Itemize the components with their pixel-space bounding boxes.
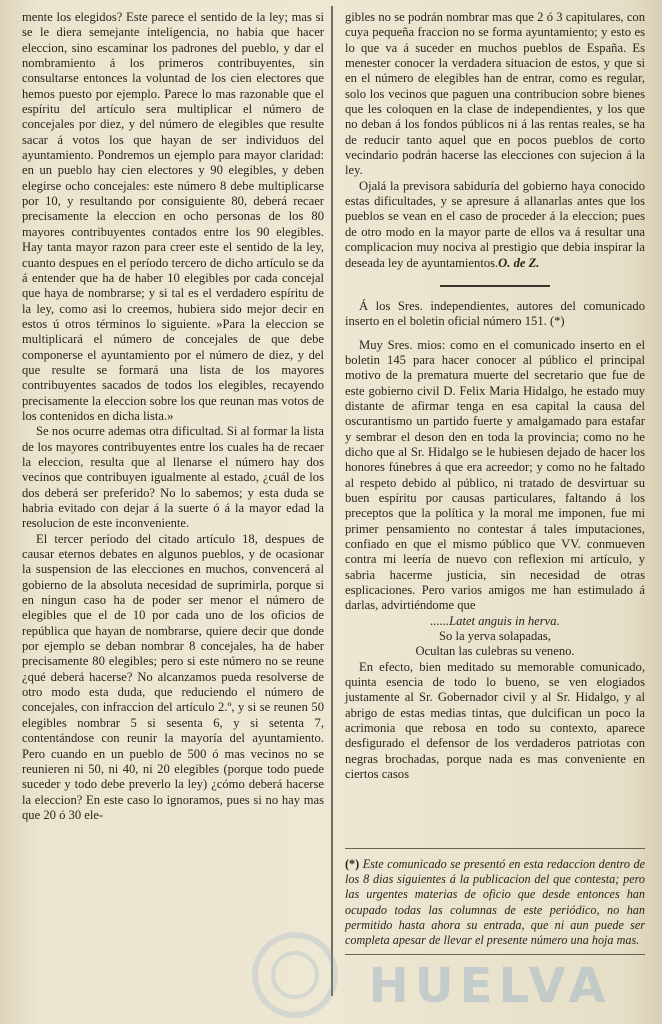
right-column: [345, 10, 645, 783]
column-divider: [331, 6, 333, 996]
verse-line-3: Ocultan las culebras su veneno.: [415, 644, 575, 659]
closing-text: Ojalá la previsora sabiduría del gobierno haya conocido estas dificultades, y se apresure á allanarlas antes que los pueblos se vean en el caso de proceder á la eleccion; pues de otro modo en la mayor parte de ellos va á resultar una complicacion muy nociva al prestigio que debia inspirar la deseada ley de ayuntamientos.: [345, 178, 645, 270]
footnote: [345, 848, 645, 955]
verse-line-1: ......Latet anguis in herva.: [430, 613, 560, 628]
right-closing-paragraph: [345, 179, 645, 271]
right-continuation: gibles no se podrán nombrar mas que 2 ó 3 capitulares, con cuya pequeña fraccion no se forma ayuntamiento; y esto es lo que va á suceder en muchos pueblos de España. Es menester conocer la verdadera situacion de estos, y que si en el número de elegibles han de entrar, como es regular, solo los vecinos que paguen una contribucion sobre bienes que les coloquen en la clase de independientes, y los que no deban á los fondos públicos ni á las rentas reales, se ha de reducir tanto aquel que en pocos pueblos de corto vecindario podrán hacerse las elecciones con sujecion á la ley.: [345, 10, 645, 178]
footnote-mark: (*): [345, 857, 360, 871]
verse-line-2: So la yerva solapadas,: [439, 629, 551, 644]
watermark-emblem-icon: [250, 930, 340, 1020]
footnote-text: Este comunicado se presentó en esta redaccion dentro de los 8 dias siguientes á la publicacion del que contesta; pero las urgentes materias de oficio que desde entonces han ocupado todas las columnas de este periódico, no han permitido hasta ahora su entrada, que ni aun puede ser completa apesar de llevar el presente número una hoja mas.: [345, 857, 646, 948]
library-watermark: HUELVA: [368, 958, 612, 1014]
letter-end: En efecto, bien meditado su memorable comunicado, quinta esencia de todo lo bueno, se ven elogiados justamente al Sr. Gobernador civil y al Sr. Hidalgo, y al abrigo de estas medias tintas, que dulcifican un poco la acrimonia que rebosa en todo su contexto, aparece desfigurado el defensor de los verdaderos patriotas con negras brochadas, porque nada es mas conveniente en ciertos casos: [345, 659, 645, 782]
letter-intro: Muy Sres. mios: como en el comunicado inserto en el boletin 145 para hacer conocer al público el principal motivo de la prematura muerte del secretario que fue de este gobierno civil D. Felix Maria Hidalgo, he estado muy distante de afirmar tenga en esa capital la causa del oscurantismo un partido fuerte y amalgamado para estafar y sembrar el deson den en toda la provincia; como no he dicho que al Sr. Hidalgo se le hubiesen dejado de hacer los honores fúnebres á que era acreedor; y como no he faltado al respeto debido al público, ni tratado de desvirtuar su buen espíritu por causas particulares, faltando á los preceptos que la política y la moral me imponen, fue mi primer pensamiento no contestar á tales imputaciones, confiado en que el mismo público que VV. conmueven contra mi leería de nuevo con reflexion mi artículo, y sabria hacerme justicia, sin necesidad de otras esplicaciones. Pero varios amigos me han estimulado á darlas, advirtiéndome que: [345, 337, 645, 613]
left-paragraph-3: El tercer período del citado artículo 18, despues de causar eternos debates en algunos pueblos, y de ocasionar la suspension de las elecciones en muchos, convencerá al gobierno de la absoluta necesidad de suprimirla, porque si en ningun caso ha de poder ser menor el número de elegibles que el de 10 por cada uno de los oficios de república que hayan de nombrarse, quiere decir que donde por ejemplo se deban nombrar 8 concejales, ha de haber precisamente 80 elegibles; pero si este número no se reune ¿qué deberá hacerse? No alcanzamos pueda resolverse de otro modo esta duda, que reduciendo el número de concejales, con infraccion del artículo 2.º, y si se reunen 50 elegibles nombrar 5 si sesenta 6, y si setenta 7, contentándose con reunir la mayoría del ayuntamiento. Pero cuando en un pueblo de 500 ó mas vecinos no se reunieren ni 50, ni 40, ni 20 elegibles (porque todo puede suceder y todo debe preverlo la ley) ¿cómo deberá hacerse la eleccion? En este caso lo ignoramos, pues si no hay mas que 20 ó 30 ele-: [22, 531, 324, 822]
left-paragraph-1: mente los elegidos? Este parece el sentido de la ley; mas si se le diera semejante inteligencia, no habia que hacer eleccion, sino escaminar los padrones del pueblo, y dar el nombramiento á los primeros contribuyentes, sin consultarse entonces la voluntad de los cien electores que hemos puesto por ejemplo. Parece lo mas razonable que el espíritu del artículo sera multiplicar el número de concejales por diez, y del número de elegibles que resulte sacar á votos los que hayan de ser individuos del ayuntamiento. Pondremos un ejemplo para mayor claridad: en un pueblo hay cien electores y 90 elegibles, y deben elegirse ocho concejales: este número 8 debe multiplicarse por 10, y resultando por consiguiente 80, deberá recaer precisamente la eleccion en ocho personas de los 80 mayores contribuyentes contados entre los 90 elegibles. Hay tanta mayor razon para creer este el sentido de la ley, cuanto despues en el período tercero de dicho artículo se da á entender que ha de haber 10 elegibles por cada concejal que haya de nombrarse; y si tal es el verdadero espíritu de la ley, como asi lo creemos, hubiera sido mejor decir en estos ú otros términos lo siguiente. »Para la eleccion se multiplicará el número de concejales de que debe componerse el ayuntamiento por el número de diez, y del que resulte se formará una lista de los mayores contribuyentes sacados de todos los elegibles, recayendo precisamente la eleccion sobre los que reunan mas votos de los contenidos en dicha lista.»: [22, 10, 324, 423]
signature: O. de Z.: [498, 255, 540, 270]
letter-heading: Á los Sres. independientes, autores del comunicado inserto en el boletin oficial número 151. (*): [345, 298, 645, 329]
section-separator: [440, 285, 550, 287]
left-paragraph-2: Se nos ocurre ademas otra dificultad. Si al formar la lista de los mayores contribuyentes entre los cuales ha de recaer la eleccion, resulta que al llenarse el número hay dos vecinos que contribuyen igualmente al estado, ¿cuál de los dos deberá ser preferido? No lo sabemos; y esta duda se habria evitado con dejar á la suerte ó á la mayor edad la resolucion de este inconveniente.: [22, 424, 324, 531]
left-column: [22, 10, 324, 823]
